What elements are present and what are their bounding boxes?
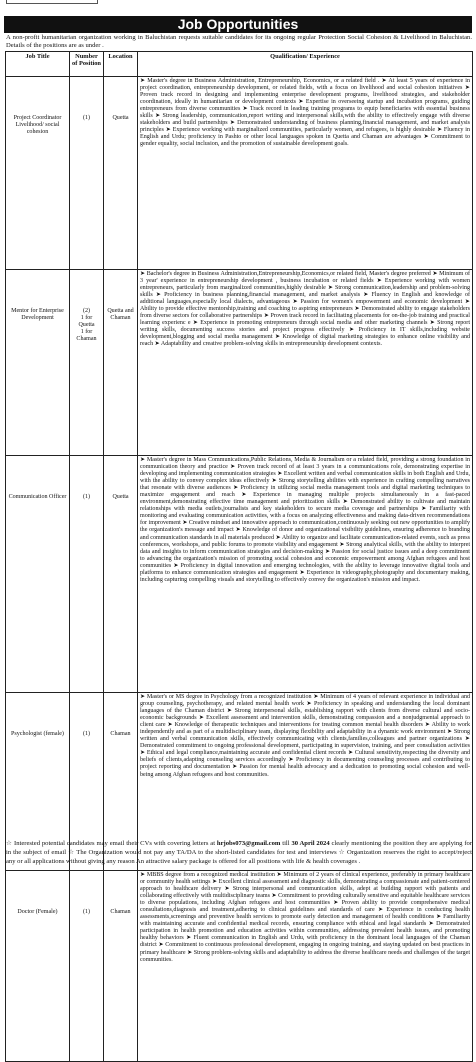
location-cell: Chaman [104,693,138,871]
location-cell: Chaman [104,871,138,1062]
header-number: Number of Position [70,52,104,77]
header-qualification: Qualification/ Experience [138,52,473,77]
job-title-cell: Project Coordinator Livelihood/ social cohesion [6,77,70,270]
deadline-date: 30 April 2024 [291,840,330,847]
table-row [6,270,473,456]
footer-text-3: clearly mentioning the position they are applying for in the subject of email ☆ The Organization would not pay any TA/DA to the short-listed candidates for test and interviews ☆ Organization reserves the right to accept/reject any or all applications without giving any reason An attractive salary package is offered for all positions with life & health coverages . [6,840,473,865]
job-title-cell: Communication Officer [6,456,70,693]
table-header-row [6,52,473,77]
table-row [6,456,473,693]
positions-table [5,51,473,1062]
page-title: Job Opportunities [4,16,472,33]
qualification-cell: ➤ Bachelor's degree in Business Administration,Entrepreneurship,Economics,or related field, Master's degree preferred ➤ Minimum of 3 year' experience in entrepreneurship development , business incubation or related fields ➤ Experience working with women entrepreneurs, particularly from marginalized communities,highly desirable ➤ Strong communication,leadership and problem-solving skills ➤ Proficiency in business planning,financial management, and market analysis ➤ Fluency in English and knowledge of additional languages,especially local dialects, advantageous ➤ Passion for women's empowerment and economic development ➤ Ability to provide effective mentorship,training and coaching to aspiring entrepreneurs ➤ Demonstrated ability to engage stakeholders from diverse sectors for collaborative partnerships ➤ Proven track record in facilitating placements for on-the-job training and practical learning experienc e ➤ Experience in promoting entrepreneurs through social media and other marketing channels ➤ Strong report writing skills, documenting success stories and project progress effectively ➤ Proficiency in IT skills,including website development,blogging and social media management ➤ Knowledge of digital marketing strategies to enhance online visibility and reach ➤ Adaptability and creative problem-solving skills in entrepreneurship development contexts. [138,270,473,456]
header-job-title: Job Title [6,52,70,77]
number-cell: (1) [70,456,104,693]
number-cell: (1) [70,693,104,871]
qualification-cell: ➤ Master's degree in Mass Communications,Public Relations, Media & Journalism or a related field, providing a strong foundation in communication theory and practice ➤ Proven track record of at least 3 years in a communications role, demonstrating expertise in developing and implementing communication strategies ➤ Excellent written and verbal communication skills in both English and Urdu, with the ability to convey complex ideas effectively ➤ Strong storytelling abilities with experience in crafting compelling narratives that resonate with diverse audiences ➤ Proficiency in utilizing social media management tools and digital marketing techniques to maximize engagement and reach ➤ Experience in managing multiple projects simultaneously in a fast-paced environment,demonstrating effective time management and prioritization skills ➤ Demonstrated ability to cultivate and maintain relationships with media outlets,journalists and key stakeholders to secure media coverage and partnerships ➤ Familiarity with monitoring and evaluating communication activities, with a focus on analyzing effectiveness and making data-driven recommendations for improvement ➤ Creative mindset and innovative approach to communication,continuously seeking out new opportunities to amplify the organization's message and impact ➤ Knowledge of donor and organizational visibility guidelines, ensuring adherence to branding and communication standards in all materials produced ➤ Ability to organize and facilitate communication-related events, such as press conferences, workshops, and public forums to promote visibility and engagement ➤ Strong analytical skills, with the ability to interpret data and insights to inform communication strategies and decision-making ➤ Passion for social justice issues and a deep commitment to advancing the organization's mission of promoting social cohesion and economic empowerment among Afghan refugees and host communities ➤ Proficiency in digital innovation and emerging technologies, with the ability to leverage innovative digital tools and platforms to enhance communication strategies and engagement ➤ Experience in videography,photography and documentary making, including capturing compelling visuals and storytelling to effectively convey the organization's mission and impact. [138,456,473,693]
application-email-link[interactable]: hrjobs073@gmail.com [216,840,281,847]
qualification-cell: ➤ MBBS degree from a recognized medical institution ➤ Minimum of 2 years of clinical experience, preferably in primary healthcare or community health settings ➤ Excellent clinical assessment and diagnostic skills, demonstrating a compassionate and patient-centered approach to healthcare delivery ➤ Strong interpersonal and communication skills, adept at building rapport with patients and collaborating effectively with multidisciplinary teams ➤ Commitment to providing culturally sensitive and equitable healthcare services to diverse populations, including Afghan refugees and host communities ➤ Proven ability to provide comprehensive medical consultations,diagnosis and treatment,adhering to clinical guidelines and standards of care ➤ Experience in conducting health assessments,screenings and preventive health services to promote early detection and management of health conditions ➤ Familiarity with maintaining accurate and confidential medical records, ensuring compliance with ethical and legal standards ➤ Demonstrated participation in health promotion and education activities within communities, addressing prevalent health issues, and promoting healthy behaviors ➤ Fluent communication in English and Urdu, with proficiency in the dominant local languages of the Chaman district ➤ Commitment to continuous professional development, engaging in ongoing training, and staying updated on best practices in primary healthcare ➤ Strong problem-solving skills and adaptability to address the diverse healthcare needs and challenges of the target communities. [138,871,473,1062]
top-border [0,0,476,16]
footer-notes [6,839,472,866]
location-cell: Quetta and Chaman [104,270,138,456]
qualification-cell: ➤ Master's or MS degree in Psychology from a recognized institution ➤ Minimum of 4 years of relevant experience in individual and group counseling, psychotherapy, and related mental health work ➤ Proficiency in speaking and understanding the local dominant languages of the Chaman district ➤ Strong interpersonal skills, establishing rapport with clients from diverse cultural and socio-economic backgrounds ➤ Excellent assessment and intervention skills, demonstrating compassion and a nonjudgmental approach to client care ➤ Knowledge of therapeutic techniques and interventions for treating common mental health disorders ➤ Ability to work independently and as part of a multidisciplinary team, displaying flexibility and adaptability in a dynamic work environment ➤ Strong written and verbal communication skills, effectively communicating with clients,families,colleagues and partner organizations ➤ Demonstrated commitment to ongoing professional development, participating in supervision, training, and peer consultation activities ➤ Ethical and legal compliance,maintaining accurate and confidential client records ➤ Cultural sensitivity,respecting the diversity and beliefs of clients,adapting counseling services accordingly ➤ Proficiency in documenting counseling processes and contributing to project reporting and documentation ➤ Passion for mental health advocacy and a dedication to promoting social cohesion and well-being among Afghan refugees and host communities. [138,693,473,871]
footer-text-1: ☆ Interested potential candidates may email their CVs with covering letters at [6,840,216,847]
table-row [6,77,473,270]
location-cell: Quetta [104,456,138,693]
number-cell: (2) 1 for Quetta 1 for Chaman [70,270,104,456]
job-title-cell: Doctor (Female) [6,871,70,1062]
number-cell: (1) [70,871,104,1062]
clipping-edge [6,0,98,4]
footer-text-2: till [282,840,290,847]
intro-paragraph: A non-profit humanitarian organization working in Baluchistan requests suitable candidates for its ongoing regular Protection Social Cohesion & Livelihood in Baluchistan. Details of the positions are as under . [6,34,472,49]
job-title-cell: Mentor for Enterprise Development [6,270,70,456]
table-row [6,871,473,1062]
qualification-cell: ➤ Master's degree in Business Administration, Entrepreneurship, Economics, or a related field . ➤ At least 5 years of experience in project coordination, entrepreneurship development, or related fields, with a focus on livelihood and social cohesion initiatives ➤ Proven track record in designing and implementing enterprise development programs, livelihood strategies, and stakeholder coordination, ideally in humanitarian or development contexts ➤ Expertise in overseeing startup and incubation programs, guiding entrepreneurs from diverse communities ➤ Track record in leading training programs to equip beneficiaries with essential business skills ➤ Strong leadership, communication,report writing and interpersonal skills,with the ability to effectively engage with diverse stakeholders and build partnerships ➤ Demonstrated understanding of business planning,financial management, and market analysis principles ➤ Experience working with marginalized communities, particularly women, and refugees, is highly desirable ➤ Fluency in English and Urdu; proficiency in Pashto or other local languages spoken in Quetta and Chaman are advantages ➤ Commitment to gender equality, social inclusion, and the promotion of sustainable development goals. [138,77,473,270]
job-title-cell: Psychologist (female) [6,693,70,871]
number-cell: (1) [70,77,104,270]
location-cell: Quetta [104,77,138,270]
header-location: Location [104,52,138,77]
